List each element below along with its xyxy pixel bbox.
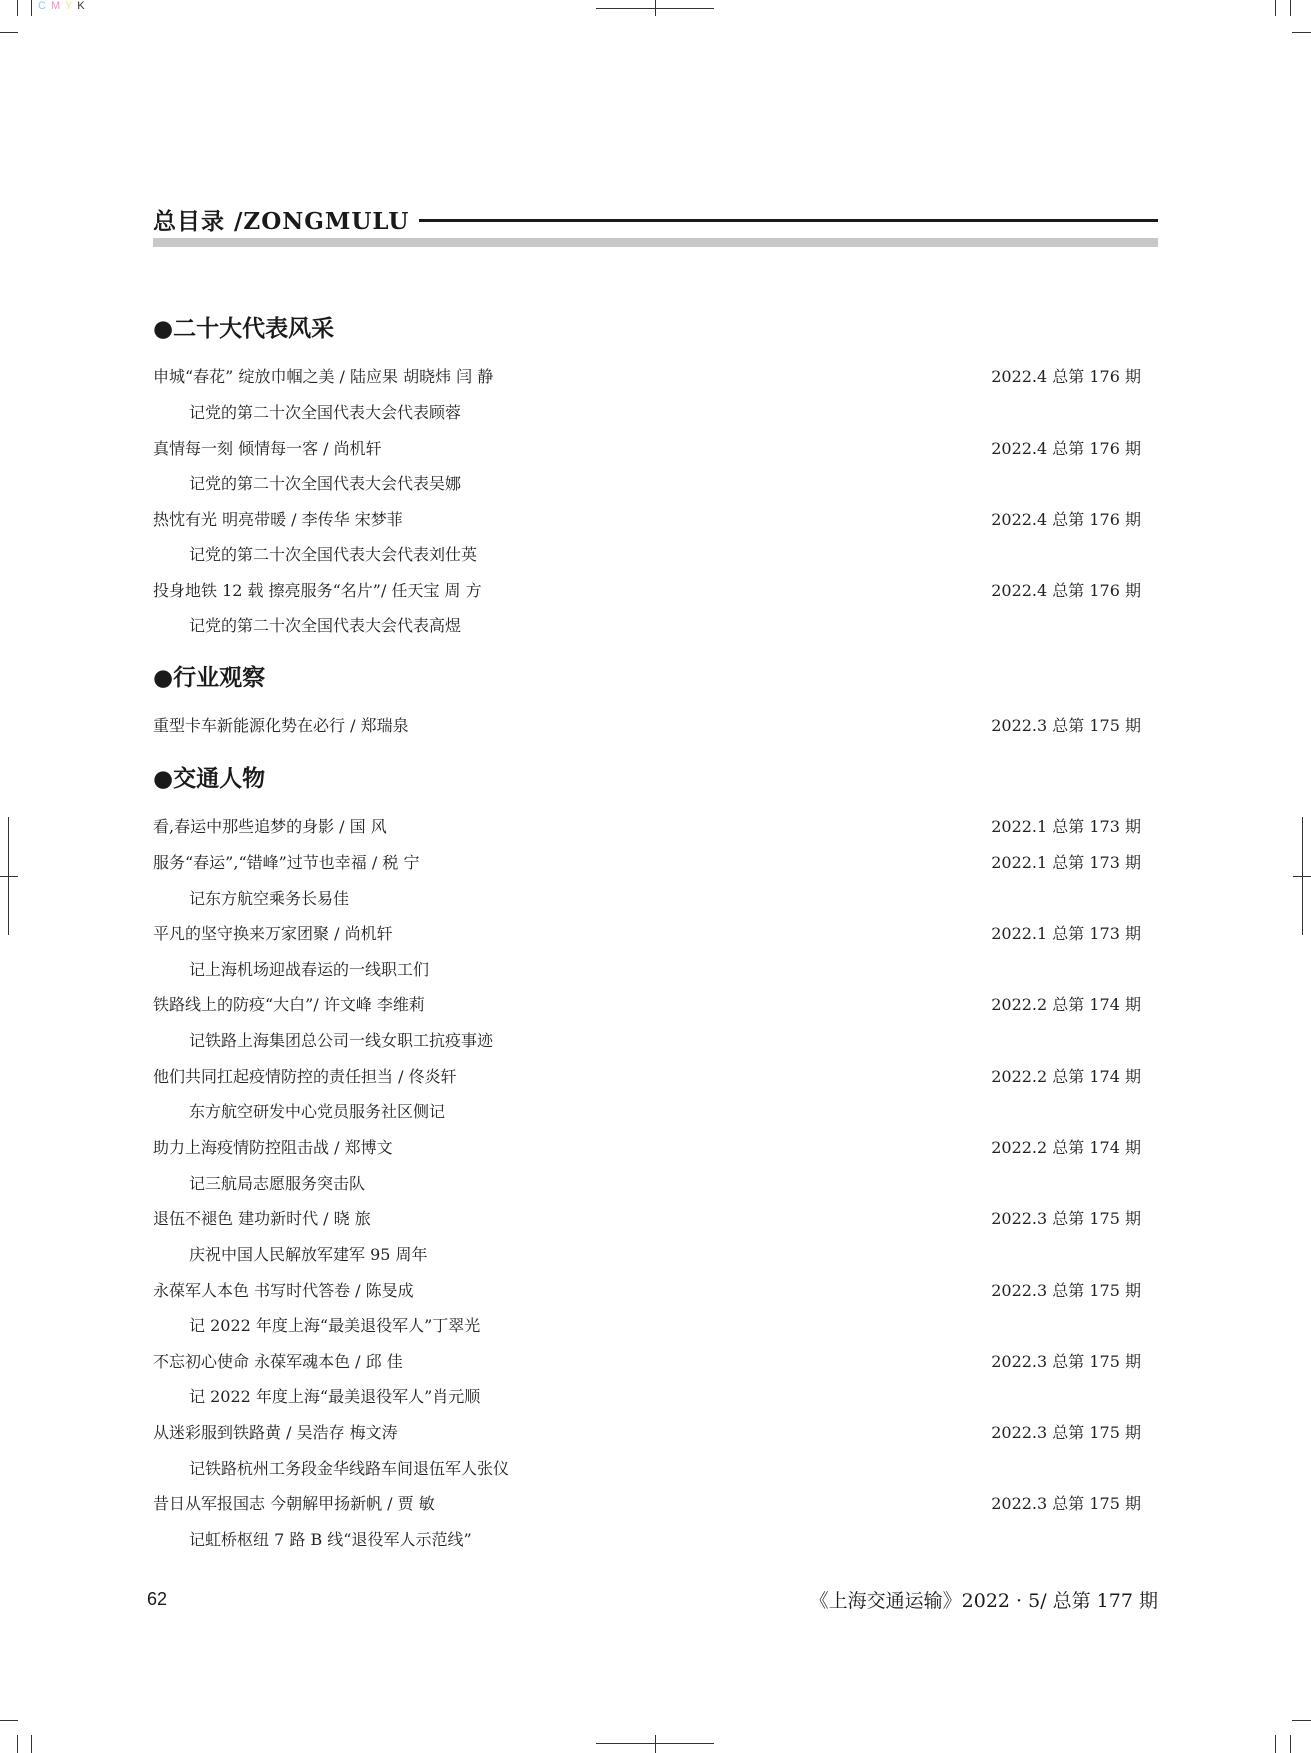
crop-mark xyxy=(1290,0,1291,16)
entry-subtitle: 记上海机场迎战春运的一线职工们 xyxy=(189,960,430,979)
crop-mark xyxy=(0,1720,18,1721)
crop-mark xyxy=(1292,32,1311,33)
entry-title: 申城“春花” 绽放巾帼之美 / 陆应果 胡晓炜 闫 静 xyxy=(153,367,494,386)
toc-entry[interactable] xyxy=(153,1491,1141,1515)
page-number: 62 xyxy=(147,1589,168,1609)
crop-mark xyxy=(17,1735,18,1753)
color-registration-bar xyxy=(38,0,86,12)
entry-title: 看,春运中那些追梦的身影 / 国 风 xyxy=(153,817,387,836)
crop-mark xyxy=(1290,1735,1291,1753)
toc-entry[interactable] xyxy=(153,992,1141,1016)
cmyk-k: K xyxy=(77,0,86,12)
entry-issue: 2022.3 总第 175 期 xyxy=(991,1281,1141,1300)
entry-subtitle: 记三航局志愿服务突击队 xyxy=(189,1174,366,1193)
toc-entry[interactable] xyxy=(153,1420,1141,1444)
crop-mark xyxy=(17,0,18,16)
toc-entry[interactable] xyxy=(153,1206,1141,1230)
toc-entry[interactable] xyxy=(153,364,1141,388)
toc-entry[interactable] xyxy=(153,850,1141,874)
entry-issue: 2022.4 总第 176 期 xyxy=(991,581,1141,600)
entry-issue: 2022.3 总第 175 期 xyxy=(991,716,1141,735)
crop-mark xyxy=(655,1735,656,1753)
entry-title: 平凡的坚守换来万家团聚 / 尚机轩 xyxy=(153,924,393,943)
cmyk-c: C xyxy=(38,0,47,12)
entry-title: 投身地铁 12 载 擦亮服务“名片”/ 任天宝 周 方 xyxy=(153,581,482,600)
crop-mark xyxy=(1275,0,1276,16)
page-title: 总目录 /ZONGMULU xyxy=(153,208,410,235)
crop-mark xyxy=(1293,876,1311,877)
cmyk-m: M xyxy=(51,0,62,12)
toc-entry[interactable] xyxy=(153,578,1141,602)
entry-subtitle: 记铁路上海集团总公司一线女职工抗疫事迹 xyxy=(189,1031,494,1050)
entry-issue: 2022.1 总第 173 期 xyxy=(991,924,1141,943)
entry-title: 昔日从军报国志 今朝解甲扬新帆 / 贾 敏 xyxy=(153,1494,435,1513)
header-band xyxy=(153,238,1158,247)
entry-title: 永葆军人本色 书写时代答卷 / 陈旻成 xyxy=(153,1281,414,1300)
entry-title: 铁路线上的防疫“大白”/ 许文峰 李维莉 xyxy=(153,995,425,1014)
entry-subtitle: 记铁路杭州工务段金华线路车间退伍军人张仪 xyxy=(189,1459,510,1478)
entry-title: 服务“春运”,“错峰”过节也幸福 / 税 宁 xyxy=(153,853,420,872)
entry-subtitle: 记党的第二十次全国代表大会代表吴娜 xyxy=(189,474,462,493)
crop-mark xyxy=(0,32,18,33)
entry-issue: 2022.3 总第 175 期 xyxy=(991,1352,1141,1371)
entry-subtitle: 记东方航空乘务长易佳 xyxy=(189,889,350,908)
entry-subtitle: 记 2022 年度上海“最美退役军人”肖元顺 xyxy=(189,1387,481,1406)
entry-subtitle: 庆祝中国人民解放军建军 95 周年 xyxy=(189,1245,428,1264)
entry-issue: 2022.2 总第 174 期 xyxy=(991,995,1141,1014)
crop-mark xyxy=(31,1735,32,1753)
entry-title: 热忱有光 明亮带暖 / 李传华 宋梦菲 xyxy=(153,510,403,529)
entry-title: 重型卡车新能源化势在必行 / 郑瑞泉 xyxy=(153,716,409,735)
entry-title: 助力上海疫情防控阻击战 / 郑博文 xyxy=(153,1138,393,1157)
entry-issue: 2022.3 总第 175 期 xyxy=(991,1209,1141,1228)
toc-entry[interactable] xyxy=(153,1135,1141,1159)
entry-title: 退伍不褪色 建功新时代 / 晓 旅 xyxy=(153,1209,371,1228)
entry-issue: 2022.3 总第 175 期 xyxy=(991,1494,1141,1513)
entry-issue: 2022.2 总第 174 期 xyxy=(991,1067,1141,1086)
entry-issue: 2022.2 总第 174 期 xyxy=(991,1138,1141,1157)
entry-issue: 2022.1 总第 173 期 xyxy=(991,817,1141,836)
entry-issue: 2022.4 总第 176 期 xyxy=(991,510,1141,529)
crop-mark xyxy=(31,0,32,16)
cmyk-y: Y xyxy=(65,0,74,12)
toc-entry[interactable] xyxy=(153,1278,1141,1302)
crop-mark xyxy=(0,876,18,877)
entry-subtitle: 记党的第二十次全国代表大会代表顾蓉 xyxy=(189,403,462,422)
entry-subtitle: 东方航空研发中心党员服务社区侧记 xyxy=(189,1102,446,1121)
entry-issue: 2022.1 总第 173 期 xyxy=(991,853,1141,872)
entry-subtitle: 记 2022 年度上海“最美退役军人”丁翠光 xyxy=(189,1316,481,1335)
toc-entry[interactable] xyxy=(153,1064,1141,1088)
header-rule xyxy=(419,219,1158,222)
toc-entry[interactable] xyxy=(153,713,1141,737)
entry-subtitle: 记党的第二十次全国代表大会代表刘仕英 xyxy=(189,545,478,564)
entry-issue: 2022.4 总第 176 期 xyxy=(991,439,1141,458)
entry-issue: 2022.3 总第 175 期 xyxy=(991,1423,1141,1442)
toc-entry[interactable] xyxy=(153,921,1141,945)
entry-title: 真情每一刻 倾情每一客 / 尚机轩 xyxy=(153,439,382,458)
crop-mark xyxy=(1292,1720,1311,1721)
publication-footer: 《上海交通运输》2022 · 5/ 总第 177 期 xyxy=(809,1590,1158,1612)
section-heading: ●交通人物 xyxy=(153,765,266,792)
crop-mark xyxy=(1275,1735,1276,1753)
toc-entry[interactable] xyxy=(153,1349,1141,1373)
crop-mark xyxy=(655,0,656,16)
entry-title: 不忘初心使命 永葆军魂本色 / 邱 佳 xyxy=(153,1352,403,1371)
section-heading: ●行业观察 xyxy=(153,664,266,691)
entry-title: 他们共同扛起疫情防控的责任担当 / 佟炎轩 xyxy=(153,1067,457,1086)
entry-title: 从迷彩服到铁路黄 / 吴浩存 梅文涛 xyxy=(153,1423,398,1442)
section-heading: ●二十大代表风采 xyxy=(153,315,335,342)
toc-entry[interactable] xyxy=(153,507,1141,531)
entry-issue: 2022.4 总第 176 期 xyxy=(991,367,1141,386)
toc-entry[interactable] xyxy=(153,814,1141,838)
entry-subtitle: 记虹桥枢纽 7 路 B 线“退役军人示范线” xyxy=(189,1530,472,1549)
toc-entry[interactable] xyxy=(153,436,1141,460)
entry-subtitle: 记党的第二十次全国代表大会代表高煜 xyxy=(189,616,462,635)
